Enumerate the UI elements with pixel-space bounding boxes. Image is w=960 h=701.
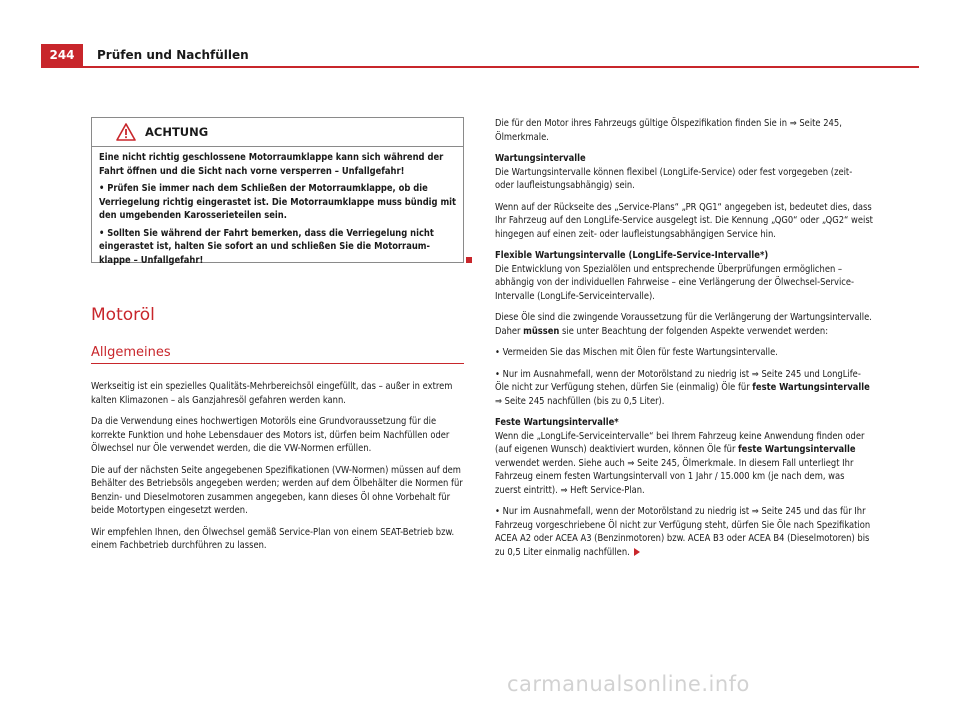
page-number: 244 [41,44,83,66]
paragraph: Werkseitig ist ein spezielles Qualitäts-Mehrbereichsöl eingefüllt, das – außer in extrem kalten Klimazonen – als Ganzjahresöl gefahren werden kann. [91,381,453,406]
text-run: • Nur im Ausnahmefall, wenn der Motorölstand zu niedrig ist ⇒ Seite 245 und das für Ihr Fahrzeug vorgeschriebene Öl nicht zur Verfügung steht, dürfen Sie Öle nach Spezifikation ACEA A2 oder ACEA A3 (Benzinmotoren) bzw. ACEA B3 oder ACEA B4 (Dieselmotoren) bis zu 0,5 Liter einmalig nachfüllen. [495,506,871,558]
text-run: ⇒ Seite 245 nachfüllen (bis zu 0,5 Liter). [495,395,665,407]
paragraph: Die Wartungsintervalle können flexibel (LongLife-Service) oder fest vorgegeben (zeit- oder laufleistungsabhängig) sein. [495,166,853,191]
paragraph: Wir empfehlen Ihnen, den Ölwechsel gemäß Service-Plan von einem SEAT-Betrieb bzw. einem Fachbetrieb durchführen zu lassen. [91,526,455,551]
bullet-item: • Vermeiden Sie das Mischen mit Ölen für feste Wartungsintervalle. [495,347,778,358]
emphasis: feste Wartungsintervalle [738,444,856,455]
subheading-flexible: Flexible Wartungsintervalle (LongLife-Service-Intervalle*) [495,250,769,261]
warning-triangle-icon [116,123,136,141]
warning-bullet: • Prüfen Sie immer nach dem Schließen der Motorraumklappe, ob die Verriegelung richtig eingerastet ist. Die Motorraumklappe muss bündig mit den umgebenden Karosserieteilen sein. [99,183,457,221]
text-run: verwendet werden. Siehe auch ⇒ Seite 245, Ölmerkmale. In diesem Fall unterliegt Ihr Fahrzeug einem festen Wartungsintervall von 1 Jahr / 15.000 km (je nach dem, was zuerst eintritt). ⇒ Heft Service-Plan. [495,457,854,496]
section-subtitle: Allgemeines [91,345,171,360]
continue-arrow-icon [634,548,640,556]
left-column [91,380,466,561]
paragraph [495,311,873,338]
warning-paragraph: Eine nicht richtig geschlossene Motorraumklappe kann sich während der Fahrt öffnen und die Sicht nach vorne versperren – Unfallgefahr! [99,152,444,177]
bullet-item [495,368,873,409]
paragraph: Die für den Motor ihres Fahrzeugs gültige Ölspezifikation finden Sie in ⇒ Seite 245, Ölmerkmale. [495,118,842,143]
text-run: • Nur im Ausnahmefall, wenn der Motorölstand zu niedrig ist ⇒ Seite 245 und LongLife-Öle nicht zur Verfügung stehen, dürfen Sie (einmalig) Öle für [495,368,861,393]
text-run: Diese Öle sind die zwingende Voraussetzung für die Verlängerung der Wartungsintervalle. Daher [495,312,872,337]
emphasis: feste Wartungsintervalle [752,382,870,393]
paragraph: Da die Verwendung eines hochwertigen Motoröls eine Grundvoraussetzung für die korrekte Funktion und hohe Lebensdauer des Motors ist, dürfen beim Nachfüllen oder Ölwechsel nur Öle verwendet werden, die die VW-Normen erfüllen. [91,416,450,454]
warning-box [91,117,464,266]
paragraph: Die auf der nächsten Seite angegebenen Spezifikationen (VW-Normen) müssen auf dem Behälter des Betriebsöls angegeben werden; werden auf dem Ölbehälter die Normen für Benzin- und Dieselmotoren zusammen angegeben, kann dieses Öl ohne Vorbehalt für beide Motortypen eingesetzt werden. [91,464,463,516]
subtitle-divider [91,363,464,364]
paragraph: Wenn auf der Rückseite des „Service-Plans“ „PR QG1“ angegeben ist, bedeutet dies, dass Ihr Fahrzeug auf den LongLife-Service ausgelegt ist. Die Kennung „QG0“ oder „QG2“ weist hingegen auf einen zeit- oder laufleistungsabhängigen Service hin. [495,201,873,240]
text-run: sie unter Beachtung der folgenden Aspekte verwendet werden: [559,325,829,337]
text-run: Wenn die „LongLife-Serviceintervalle“ bei Ihrem Fahrzeug keine Anwendung finden oder (auf eigenen Wunsch) deaktiviert wurden, können Öle für [495,430,865,455]
subheading-feste: Feste Wartungsintervalle* [495,417,619,428]
warning-title: ACHTUNG [145,125,209,139]
warning-bullet: • Sollten Sie während der Fahrt bemerken, dass die Verriegelung nicht eingerastet ist, halten Sie sofort an und schließen Sie die Motorraumklappe – Unfallgefahr! [99,227,434,266]
watermark: carmanualsonline.info [507,672,750,696]
section-title: Motoröl [91,305,155,325]
header-divider [41,66,919,68]
subheading-wartungsintervalle: Wartungsintervalle [495,153,586,164]
warning-end-marker [466,257,472,263]
bullet-item [495,505,873,559]
right-column [495,117,873,567]
emphasis: müssen [523,325,560,337]
warning-body [92,147,463,267]
paragraph [495,430,873,498]
paragraph: Die Entwicklung von Spezialölen und entsprechende Überprüfungen ermöglichen – abhängig von der individuellen Fahrweise – eine Verlängerung der Ölwechsel-Service-Intervalle (LongLife-Serviceintervalle). [495,263,855,302]
warning-header [92,118,463,147]
page-header-title: Prüfen und Nachfüllen [97,48,249,62]
